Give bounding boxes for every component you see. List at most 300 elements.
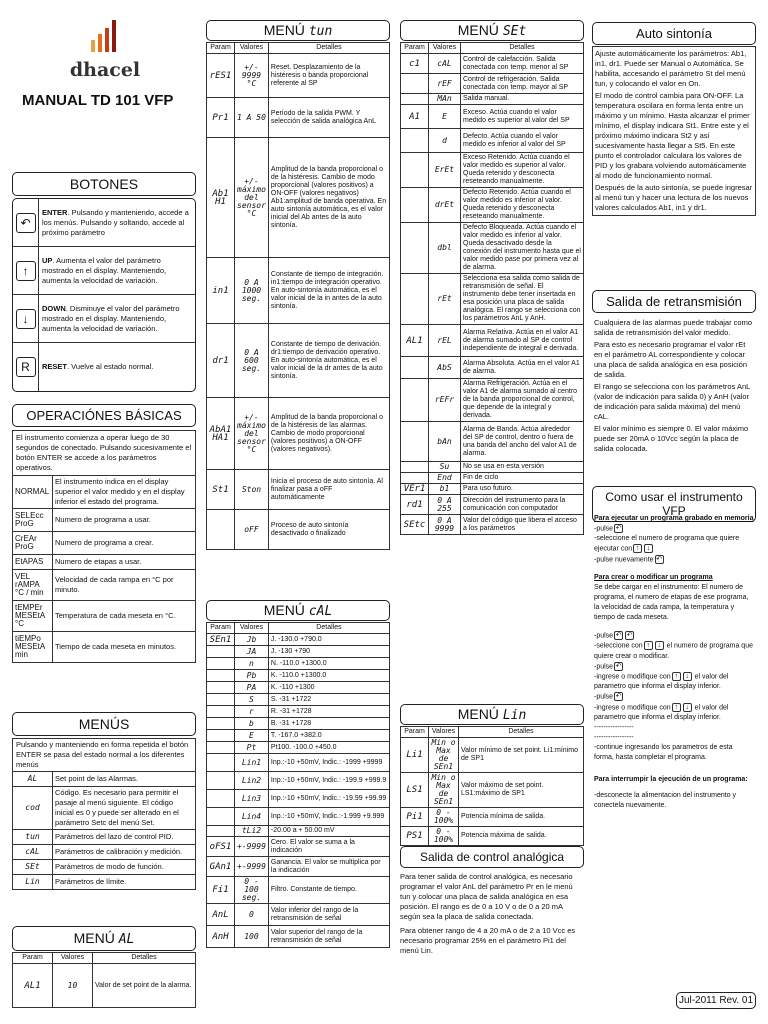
table-row [207,258,390,324]
param-cell [207,682,235,694]
detail-cell: No se usa en esta versión [461,462,584,473]
enter-key-icon: ↶ [615,632,622,640]
column-header: Param [401,727,429,738]
enter-key-icon: ↶ [656,555,662,563]
retrans-header: Salida de retransmisión [592,290,756,313]
usage-s2-line1: -pulse ↶ ↶ [594,632,633,640]
table-row [13,570,196,601]
param-cell: dr1 [207,324,235,398]
row-key: cod [13,787,53,830]
boton-row [13,199,195,247]
menu-al-header: MENÚ AL [12,926,196,951]
table-row [401,473,584,484]
menus-intro: Pulsando y manteniendo en forma repetida el botón ENTER se pasa del estado normal a los diferentes menús [12,738,196,771]
value-cell: Lin3 [235,790,269,808]
param-cell [207,790,235,808]
detail-cell: Exceso Retenido. Actúa cuando el valor medido es superior al valor. Queda retenido y desconecta reseteando manualmente. [461,153,584,188]
up-key-icon: ↑ [672,672,681,681]
table-row [207,634,390,646]
value-cell: +/- máximo del sensor °C [235,398,269,470]
param-cell [207,646,235,658]
menus-box [12,738,196,890]
usage-s1-line3: -pulse nuevamente ↶ [594,555,662,564]
enter-key-icon: ↶ [615,693,622,701]
usage-s2-line2: -seleccione con ↑ ↓ el numero de programa que quiere crear o modificar. [594,642,753,660]
column-header: Param [207,43,235,54]
param-cell [401,223,429,274]
param-cell: Pr1 [207,98,235,138]
value-cell: dbl [429,223,461,274]
value-cell: tLi2 [235,826,269,837]
brand-logo [60,18,150,88]
param-cell: Ab1 H1 [207,138,235,258]
row-desc: Numero de programa a crear. [53,532,196,555]
detail-cell: J. -130.0 +790.0 [268,634,389,646]
param-cell [401,129,429,153]
botones-header: BOTONES [12,172,196,196]
table-row [13,532,196,555]
row-desc: Numero de programa a usar. [53,509,196,532]
row-desc: Tiempo de cada meseta en minutos. [53,632,196,663]
row-key: tun [13,830,53,845]
value-cell: drEt [429,188,461,223]
table-row [13,787,196,830]
table-row [401,188,584,223]
table-row [13,555,196,570]
param-cell: A1 [401,105,429,129]
param-cell: Li1 [401,738,429,773]
column-header: Param [401,43,429,54]
r-key-icon: R [16,357,36,377]
boton-text: DOWN. Disminuye el valor del parámetro mostrado en el display. Manteniendo, aumenta la velocidad de variación. [42,303,180,333]
table-row [401,74,584,94]
column-header: Valores [235,43,269,54]
value-cell: Pb [235,670,269,682]
detail-cell: Salida manual. [461,94,584,105]
row-desc: Numero de etapas a usar. [53,555,196,570]
usage-s3: -desconecte la alimentacion del instrumento y conectela nuevamente. [594,792,737,810]
up-key-icon: ↑ [16,261,36,281]
detail-cell: Alarma Absoluta. Actúa en el valor A1 de alarma. [461,357,584,379]
column-header: Valores [429,727,459,738]
table-row [207,790,390,808]
param-cell [401,153,429,188]
param-cell: AL1 [13,964,53,1008]
detail-cell: Valor de set point de la alarma. [93,964,196,1008]
logo-bars-icon [85,18,125,52]
detail-cell: Exceso. Actúa cuando el valor medido es superior al valor del SP [461,105,584,129]
table-row [13,476,196,509]
value-cell: r [235,706,269,718]
enter-key-icon: ↶ [615,662,622,670]
value-cell: 0 A 9999 [429,515,461,535]
value-cell: rEL [429,325,461,357]
value-cell: End [429,473,461,484]
column-header: Detalles [461,43,584,54]
enter-key-icon: ↶ [626,632,633,640]
value-cell: rEF [429,74,461,94]
table-row [401,153,584,188]
table-row [207,98,390,138]
detail-cell: Defecto Retenido. Actúa cuando el valor medido es inferior al valor. Queda retenido y desconecta reseteando manualmente. [461,188,584,223]
menu-tun-header: MENÚ tun [206,20,390,41]
table-row [401,422,584,462]
row-desc: Temperatura de cada meseta en °C. [53,601,196,632]
value-cell: Lin2 [235,772,269,790]
up-key-icon: ↑ [633,544,642,553]
menu-set-header: MENÚ SEt [400,20,584,41]
param-cell: VEr1 [401,484,429,495]
detail-cell: Filtro. Constante de tiempo. [268,877,389,904]
row-desc: Parámetros del lazo de control PID. [53,830,196,845]
detail-cell: Selecciona esa salida como salida de retransmisión de señal. El instrumento debe tener insertada en esa posición una placa de salida analógica. El rango se selecciona con los parámetros AnL y AnH. [461,274,584,325]
menu-cal-table [206,622,390,948]
usage-s2-intro: Se debe cargar en el instrumento: El numero de programa, el numero de etapas de ese programa, la velocidad de cada rampa, la temperatura y tiempo de cada meseta. [594,584,749,622]
row-desc: Parámetros de modo de función. [53,860,196,875]
param-cell [207,754,235,772]
row-key: CrEAr ProG [13,532,53,555]
param-cell: LS1 [401,773,429,808]
param-cell: SEtc [401,515,429,535]
table-row [207,510,390,550]
detail-cell: Constante de tiempo de derivación. dr1:tiempo de derivación operativo. En auto-sintonía automática, es el valor inicial de la dr antes de la auto sintonía. [268,324,389,398]
up-key-icon: ↑ [644,641,653,650]
usage-box [592,512,756,813]
param-cell [401,188,429,223]
param-cell [401,422,429,462]
usage-s3-title: Para interrumpir la ejecución de un programa: [594,776,748,784]
detail-cell: Amplitud de la banda proporcional o de la histéresis. Cambio de modo proporcional (valores positivos) a ON-OFF (valores negativos) Ab1:amplitud de banda operativa. En auto sintonía automática, es el valor inicial del Ab antes de la auto sintonía. [268,138,389,258]
operaciones-header: OPERACIÓNES BÁSICAS [12,404,196,427]
row-key: SELEcc ProG [13,509,53,532]
boton-row [13,343,195,391]
row-desc: Parámetros de límite. [53,875,196,890]
detail-cell: Inp.:-10 +50mV, Indic.: -1999 +9999 [268,754,389,772]
table-row [401,357,584,379]
analog-box [400,872,584,956]
detail-cell: N. -110.0 +1300.0 [268,658,389,670]
column-header: Param [13,953,53,964]
value-cell: 0 [235,904,269,926]
table-row [401,54,584,74]
table-row [207,754,390,772]
value-cell: rEt [429,274,461,325]
value-cell: Pt [235,742,269,754]
table-row [207,730,390,742]
value-cell: 0 A 255 [429,495,461,515]
value-cell: JA [235,646,269,658]
menus-header: MENÚS [12,712,196,736]
value-cell: d [429,129,461,153]
param-cell: AnH [207,926,235,948]
detail-cell: Ganancia. El valor se multiplica por la indicación [268,857,389,877]
detail-cell: Inp.:-10 +50mV, Indic.: -19.99 +99.99 [268,790,389,808]
detail-cell: S. -31 +1722 [268,694,389,706]
row-desc: Parámetros de calibración y medición. [53,845,196,860]
row-key: NORMAL [13,476,53,509]
table-row [13,875,196,890]
retrans-box [592,316,756,456]
value-cell: +-9999 [235,837,269,857]
detail-cell: Valor del código que libera el acceso a los parámetros [461,515,584,535]
column-header: Valores [429,43,461,54]
table-row [13,601,196,632]
value-cell: PA [235,682,269,694]
value-cell: 0 - 100% [429,808,459,827]
param-cell: St1 [207,470,235,510]
param-cell [207,694,235,706]
usage-dots-2: ----------------- [594,734,634,742]
value-cell: rEFr [429,379,461,422]
param-cell: Pi1 [401,808,429,827]
operaciones-intro: El instrumento comienza a operar luego de 30 segundos de conectado. Pulsando sucesivamente el botón ENTER se accede a los parámetros operativos. [12,430,196,475]
detail-cell: Cero. El valor se suma a la indicación [268,837,389,857]
analog-p1: Para tener salida de control analógica, es necesario programar el valor AnL del parámetro Pr en le menú tun y colocar una placa de salida analógica en esa posición. El rango es de 0 a 10 V o de 0 a 20 mA según sea la placa de salida conectada. [400,872,573,921]
auto-p3: Después de la auto sintonía, se puede ingresar al menú tun y hacer una lectura de los nuevos valores calculados Ab1, in1 y dr1. [595,183,753,212]
usage-s2-line5: -pulse ↶ [594,693,622,701]
row-desc: El instrumento indica en el display superior el valor medido y en el display inferior el estado del programa. [53,476,196,509]
param-cell [401,462,429,473]
table-row [207,837,390,857]
detail-cell: Constante de tiempo de integración. in1:tiempo de integración operativo. En auto-sintonía automática, es el valor inicial de la in antes de la auto sintonía. [268,258,389,324]
auto-p1: Ajuste automáticamente los parámetros: Ab1, in1, dr1. Puede ser Manual o Automática. Se habilita, accesando el parámetro St del menú tun, y colocando el valor en On. [595,49,747,88]
table-row [401,325,584,357]
column-header: Param [207,623,235,634]
param-cell [207,670,235,682]
value-cell: MAn [429,94,461,105]
param-cell [207,706,235,718]
table-header [207,43,390,54]
usage-s1-line2: -seleccione el numero de programa que quiere ejecutar con ↑ ↓ [594,535,740,553]
value-cell: Lin4 [235,808,269,826]
detail-cell: R. -31 +1728 [268,706,389,718]
table-row [207,324,390,398]
value-cell: Min o Max de SEn1 [429,738,459,773]
table-row [401,495,584,515]
detail-cell: Fin de ciclo [461,473,584,484]
value-cell: ErEt [429,153,461,188]
boton-row [13,247,195,295]
row-desc: Set point de las Alarmas. [53,772,196,787]
param-cell: AnL [207,904,235,926]
value-cell: +/- máximo del sensor °C [235,138,269,258]
detail-cell: J. -130 +790 [268,646,389,658]
table-row [207,808,390,826]
table-row [207,742,390,754]
value-cell: n [235,658,269,670]
usage-header: Como usar el instrumento VFP [592,486,756,522]
column-header: Detalles [268,43,389,54]
value-cell: bAn [429,422,461,462]
detail-cell: Inp.:-10 +50mV, Indic.:-1.999 +9.999 [268,808,389,826]
table-row [207,877,390,904]
table-row [401,94,584,105]
detail-cell: Valor inferior del rango de la retransmisión de señal [268,904,389,926]
table-row [207,718,390,730]
table-row [401,738,584,773]
param-cell: oFS1 [207,837,235,857]
param-cell: AbA1 HA1 [207,398,235,470]
detail-cell: Período de la salida PWM. Y selección de salida analógica AnL [268,98,389,138]
detail-cell: Potencia máxima de salida. [459,827,584,846]
param-cell: c1 [401,54,429,74]
usage-s1-line1: -pulse ↶ [594,525,622,533]
up-key-icon: ↑ [672,703,681,712]
boton-row [13,295,195,343]
table-row [401,515,584,535]
detail-cell: K. -110 +1300 [268,682,389,694]
table-row [13,845,196,860]
auto-p2: El modo de control cambia para ON-OFF. La temperatura oscilara en forma lenta entre un máximo y un mínimo. Hasta alcanzar el primer mínimo, el display indicara St1. Entre este y el próximo máximo indicara St2 y así sucesivamente hasta llegar a St5. En este punto el controlador calculara los valores de PID y los grabara volviendo automáticamente al modo de funcionamiento normal. [595,91,750,180]
analog-p2: Para obtener rango de 4 a 20 mA o de 2 a 10 Vcc es necesario programar 25% en el parámetro Pi1 del menú Lin. [400,926,576,955]
table-row [401,808,584,827]
detail-cell: Defecto Bloqueada. Actúa cuando el valor medido es inferior al valor. Queda desactivado desde la conexión del instrumento hasta que el valor medido pase por primera vez al de alarma. [461,223,584,274]
value-cell: Ston [235,470,269,510]
value-cell: 0 A 1000 seg. [235,258,269,324]
value-cell: 0 A 600 seg. [235,324,269,398]
param-cell: Fi1 [207,877,235,904]
param-cell [207,826,235,837]
param-cell [207,808,235,826]
table-row [401,105,584,129]
detail-cell: Potencia mínima de salida. [459,808,584,827]
usage-s2-line4: -ingrese o modifique con ↑ ↓ el valor del parametro que informa el display inferior. [594,673,729,691]
value-cell: b1 [429,484,461,495]
row-key: cAL [13,845,53,860]
menu-set-table [400,42,584,535]
menu-tun-table [206,42,390,550]
table-header [207,623,390,634]
table-row [207,670,390,682]
param-cell [401,74,429,94]
row-key: VEL rAMPA °C / min [13,570,53,601]
auto-box [592,46,756,216]
enter-key-icon: ↶ [16,213,36,233]
detail-cell: Proceso de auto sintonía desactivado o finalizado [268,510,389,550]
botones-box [12,198,196,392]
value-cell: +/- 9999 °C [235,54,269,98]
param-cell: PS1 [401,827,429,846]
param-cell [401,357,429,379]
detail-cell: Alarma de Banda. Actúa alrededor del SP de control, dentro o fuera de una banda del ancho del valor A1 de alarma. [461,422,584,462]
value-cell: Lin1 [235,754,269,772]
table-row [207,926,390,948]
detail-cell: Control de refrigeración. Salida conectada con temp. mayor al SP [461,74,584,94]
operaciones-table [12,475,196,663]
menu-lin-header: MENÚ Lin [400,704,584,725]
detail-cell: T. -167.0 +382.0 [268,730,389,742]
table-row [207,658,390,670]
value-cell: E [429,105,461,129]
column-header: Detalles [268,623,389,634]
param-cell [401,379,429,422]
table-header [13,953,196,964]
param-cell [401,274,429,325]
revision-badge: Jul-2011 Rev. 01 [676,992,756,1009]
detail-cell: K. -110.0 +1300.0 [268,670,389,682]
table-row [207,470,390,510]
value-cell: +-9999 [235,857,269,877]
detail-cell: Reset. Desplazamiento de la histéresis o banda proporcional referente al SP [268,54,389,98]
value-cell: 1 A 50 [235,98,269,138]
row-key: SEt [13,860,53,875]
table-row [207,54,390,98]
table-row [13,964,196,1008]
value-cell: cAL [429,54,461,74]
column-header: Detalles [459,727,584,738]
table-row [207,857,390,877]
row-key: EtAPAS [13,555,53,570]
boton-text: ENTER. Pulsando y manteniendo, accede a los menús. Pulsando y soltando, accede al próximo parámetro [42,207,189,237]
menu-cal-header: MENÚ cAL [206,600,390,621]
param-cell [401,94,429,105]
menus-table [12,771,196,890]
row-key: tiEMPo MESEtA min [13,632,53,663]
table-row [401,773,584,808]
param-cell: in1 [207,258,235,324]
table-row [207,706,390,718]
table-row [13,860,196,875]
row-key: Lin [13,875,53,890]
value-cell: Min o Max de SEn1 [429,773,459,808]
table-row [207,646,390,658]
param-cell [207,772,235,790]
retrans-p2: Para esto es necesario programar el valor rEt en el parámetro AL correspondiente y colocar una placa de salida analógica en esa posición de salida. [594,340,748,379]
value-cell: Jb [235,634,269,646]
retrans-p4: El valor mínimo es siempre 0. El valor máximo puede ser 20mA o 10Vcc según la placa de salida colocada. [594,424,749,453]
enter-key-icon: ↶ [615,525,622,532]
value-cell: 100 [235,926,269,948]
param-cell: rES1 [207,54,235,98]
table-row [13,830,196,845]
boton-text: UP. Aumenta el valor del parámetro mostrado en el display. Manteniendo, aumenta la velocidad de variación. [42,255,167,285]
table-row [401,129,584,153]
table-header [401,43,584,54]
param-cell: GAn1 [207,857,235,877]
table-row [207,138,390,258]
row-desc: Velocidad de cada rampa en °C por minuto. [53,570,196,601]
table-row [13,632,196,663]
detail-cell: Control de calefacción. Salida conectada con temp. menor al SP [461,54,584,74]
table-row [207,398,390,470]
brand-name: dhacel [69,59,141,81]
operaciones-box [12,430,196,663]
table-row [401,223,584,274]
value-cell: AbS [429,357,461,379]
row-desc: Código. Es necesario para permitir el pasaje al menú siguiente. El código inicial es 0 y puede ser alterado en el parámetro Setc del menú Set. [53,787,196,830]
usage-continue: -continue ingresando los parametros de esta forma, hasta completar el programa. [594,744,733,762]
detail-cell: Inicia el proceso de auto sintonía. Al finalizar pasa a oFF automáticamente [268,470,389,510]
table-row [207,826,390,837]
param-cell [207,718,235,730]
value-cell: S [235,694,269,706]
table-row [401,827,584,846]
table-row [207,682,390,694]
table-row [13,509,196,532]
detail-cell: Para uso futuro. [461,484,584,495]
detail-cell: Amplitud de la banda proporcional o de la histéresis de las alarmas. Cambio de modo proporcional (valores positivos) a ON-OFF (valores negativos). [268,398,389,470]
detail-cell: Valor superior del rango de la retransmisión de señal [268,926,389,948]
param-cell [207,730,235,742]
menu-al-table [12,952,196,1008]
row-key: AL [13,772,53,787]
detail-cell: Inp.:-10 +50mV, Indic.: -199.9 +999.9 [268,772,389,790]
detail-cell: Alarma Refrigeración. Actúa en el valor A1 de alarma sumado al centro de la banda proporcional de control, que depende de la integral y derivada. [461,379,584,422]
value-cell: b [235,718,269,730]
table-row [13,772,196,787]
table-header [401,727,584,738]
down-key-icon: ↓ [644,544,653,553]
